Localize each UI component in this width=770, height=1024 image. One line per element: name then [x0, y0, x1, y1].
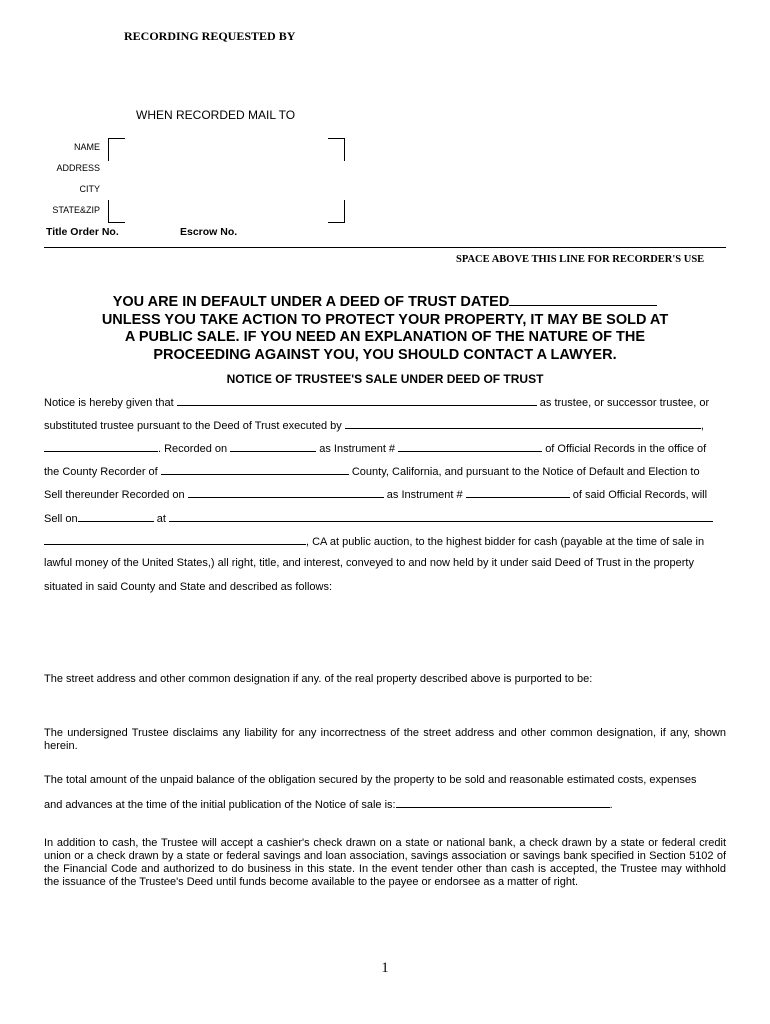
default-recorded-on-blank[interactable] — [188, 487, 384, 498]
instrument-blank-1[interactable] — [398, 441, 542, 452]
body-line-5 — [44, 487, 707, 501]
total-amount-blank[interactable] — [396, 797, 610, 808]
sale-date-blank[interactable] — [78, 511, 154, 522]
text: at — [156, 513, 166, 525]
name-label: NAME — [73, 142, 100, 152]
text: as Instrument # — [319, 443, 396, 455]
body-line-4 — [44, 464, 700, 478]
cash-paragraph: In addition to cash, the Trustee will accept a cashier's check drawn on a state or national bank, a check drawn by a state or federal credit union or a check drawn by a state or federal savings and loan association, savings association or savings bank specified in Section 5102 of the Financial Code and authorized to do business in this state. In the event tender other than cash is accepted, the Trustee may withhold the issuance of the Trustee's Deed until funds become available to the payee or endorsee as a matter of right. — [44, 837, 726, 888]
trustee-blank[interactable] — [177, 395, 537, 406]
city-blank[interactable] — [44, 534, 306, 545]
body-line-1 — [44, 395, 709, 409]
text: County, California, and pursuant to the Notice of Default and Election to — [351, 466, 700, 478]
text: Notice is hereby given that — [44, 397, 174, 409]
warning-line-2: UNLESS YOU TAKE ACTION TO PROTECT YOUR PROPERTY, IT MAY BE SOLD AT — [101, 311, 669, 328]
bracket-top-left — [108, 138, 125, 161]
trustor-blank[interactable] — [44, 441, 158, 452]
text: substituted trustee pursuant to the Deed of Trust executed by — [44, 420, 342, 432]
warning-line-3: A PUBLIC SALE. IF YOU NEED AN EXPLANATION OF THE NATURE OF THE — [124, 329, 646, 345]
bracket-bottom-left — [108, 200, 125, 223]
text: as Instrument # — [386, 489, 463, 501]
bracket-top-right — [328, 138, 345, 161]
when-recorded-mail-to: WHEN RECORDED MAIL TO — [136, 108, 296, 122]
recorder-divider — [44, 247, 726, 248]
recorder-space-label: SPACE ABOVE THIS LINE FOR RECORDER'S USE — [456, 254, 705, 265]
title-order-no: Title Order No. — [46, 226, 119, 238]
street-address-text: The street address and other common designation if any. of the real property described above is purported to be: — [44, 673, 593, 685]
default-warning — [60, 294, 710, 364]
page-number: 1 — [381, 960, 389, 976]
warning-line-4: PROCEEDING AGAINST YOU, YOU SHOULD CONTACT A LAWYER. — [153, 346, 617, 363]
county-blank[interactable] — [161, 464, 349, 475]
warning-line-1: YOU ARE IN DEFAULT UNDER A DEED OF TRUST DATED — [112, 294, 510, 310]
text: . Recorded on — [158, 443, 228, 455]
escrow-no: Escrow No. — [180, 226, 238, 238]
text: and advances at the time of the initial publication of the Notice of sale is: — [44, 799, 396, 811]
body-line-2 — [44, 418, 704, 432]
body-line-3 — [44, 441, 706, 455]
state-zip-label: STATE&ZIP — [52, 205, 100, 215]
disclaimer-paragraph: The undersigned Trustee disclaims any liability for any incorrectness of the street address and other common designation, if any, shown herein. — [44, 727, 726, 752]
address-label: ADDRESS — [56, 163, 100, 173]
text: of said Official Records, will — [572, 489, 708, 501]
text: , — [700, 420, 704, 432]
text: . — [609, 799, 613, 811]
total-amount-line-2 — [44, 797, 613, 811]
city-label: CITY — [79, 184, 100, 194]
text: , CA at public auction, to the highest bidder for cash (payable at the time of sale in — [306, 536, 705, 548]
body-line-6 — [44, 511, 713, 525]
text: as trustee, or successor trustee, or — [539, 397, 710, 409]
body-line-7 — [44, 534, 704, 548]
total-amount-line-1: The total amount of the unpaid balance of the obligation secured by the property to be sold and reasonable estimated costs, expenses — [44, 774, 697, 786]
body-line-9: situated in said County and State and described as follows: — [44, 581, 333, 593]
sale-location-blank[interactable] — [169, 511, 713, 522]
executed-by-blank[interactable] — [345, 418, 701, 429]
text: the County Recorder of — [44, 466, 158, 478]
text: of Official Records in the office of — [545, 443, 707, 455]
text: Sell on — [44, 513, 78, 525]
recording-requested-by: RECORDING REQUESTED BY — [124, 29, 296, 43]
instrument-blank-2[interactable] — [466, 487, 570, 498]
bracket-bottom-right — [328, 200, 345, 223]
body-line-8: lawful money of the United States,) all right, title, and interest, conveyed to and now held by it under said Deed of Trust in the property — [44, 557, 694, 569]
deed-date-blank[interactable] — [509, 295, 657, 306]
text: Sell thereunder Recorded on — [44, 489, 185, 501]
recorded-on-blank[interactable] — [230, 441, 316, 452]
notice-title: NOTICE OF TRUSTEE'S SALE UNDER DEED OF TRUST — [226, 372, 544, 386]
